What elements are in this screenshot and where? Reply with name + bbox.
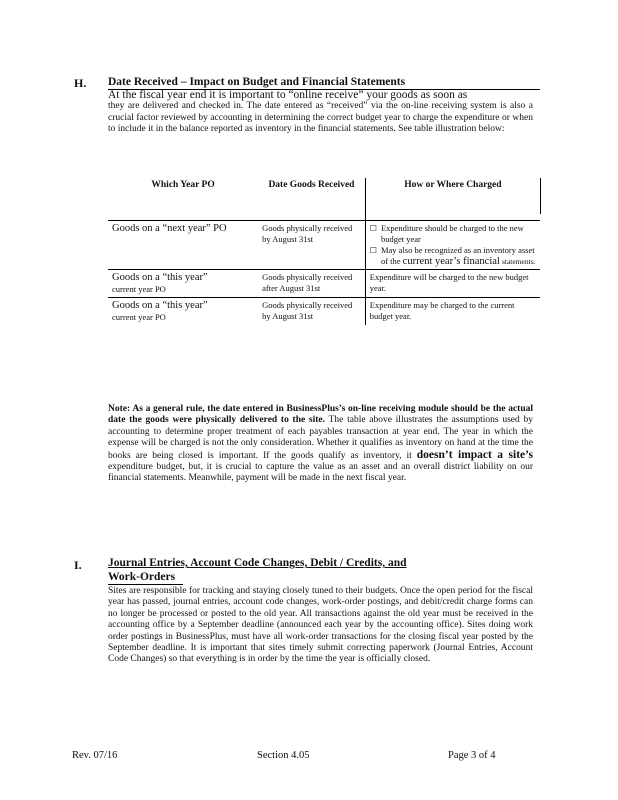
receiving-table	[108, 178, 540, 325]
section-h-intro-rest: they are delivered and checked in. The date entered as “received” via the on-line receiving system is also a crucial factor reviewed by accounting in determining the correct budget year to charge the expenditure or when to include it in the balance reported as inventory in the financial statements. See table illustration below:	[108, 101, 533, 135]
section-h-title	[108, 75, 540, 90]
footer-section: Section 4.05	[257, 750, 310, 761]
row2-received: Goods physically received after August 31st	[258, 270, 365, 298]
section-i-title	[108, 556, 533, 585]
row2-charged: Expenditure will be charged to the new budget year.	[365, 270, 540, 298]
row3-received: Goods physically received by August 31st	[258, 298, 365, 326]
section-i-title-line2: Work-Orders	[108, 570, 183, 585]
row3-po	[108, 298, 258, 326]
note-rest-1: The table above illustrates the assumptions used by accounting to determine proper treatment of each payables transaction at year end. The year in which the expense will be charged is not the only consideration. Whether it qualifies as inventory on hand at the time the books are being closed is important. If the goods qualify as inventory, it	[108, 415, 533, 461]
row1-received: Goods physically received by August 31st	[258, 221, 365, 270]
row1-bullet2-large: current year’s financial	[402, 256, 500, 267]
table-row	[108, 298, 540, 326]
checkbox-bullet-icon: ☐	[369, 246, 377, 255]
section-i-letter: I.	[74, 558, 82, 572]
row3-po-small: current year PO	[112, 312, 166, 322]
note-bold: Note: As a general rule, the date entered in BusinessPlus’s on-line receiving module should be the actual date the goods were physically delivered to the site.	[108, 404, 533, 426]
row1-bullet2-text	[381, 245, 536, 267]
row3-charged: Expenditure may be charged to the current budget year.	[365, 298, 540, 326]
section-h-note	[108, 404, 533, 485]
section-h-title-part1: Date Received	[108, 76, 178, 88]
table-header-charged: How or Where Charged	[404, 180, 502, 190]
row1-bullet1-text: Expenditure should be charged to the new budget year	[380, 223, 524, 244]
section-i-title-line1: Journal Entries, Account Code Changes, Debit / Credits, and	[108, 557, 407, 569]
row1-bullet2-end: statements.	[501, 257, 536, 266]
note-large: doesn’t impact a site’s	[416, 448, 534, 461]
table-header-received: Date Goods Received	[258, 178, 365, 221]
footer-page: Page 3 of 4	[448, 750, 496, 761]
row1-bullet1	[370, 223, 536, 245]
footer-rev: Rev. 07/16	[72, 750, 118, 761]
section-h-title-part2: – Impact on Budget and Financial Statements	[177, 76, 406, 88]
row3-po-large: Goods on a “this year”	[112, 300, 208, 311]
table-row	[108, 270, 540, 298]
section-h-letter: H.	[74, 76, 87, 90]
checkbox-bullet-icon: ☐	[369, 224, 377, 233]
note-rest-2: expenditure budget, but, it is crucial to capture the value as an asset and an overall district liability on our financial statements. Meanwhile, payment will be made in the next fiscal year.	[108, 462, 533, 484]
table-header-po: Which Year PO	[151, 180, 215, 190]
table-header-right-rule	[540, 178, 541, 214]
row2-po-small: current year PO	[112, 284, 166, 294]
row1-bullet2	[370, 245, 536, 267]
row1-po: Goods on a “next year” PO	[108, 221, 258, 270]
section-i-body: Sites are responsible for tracking and staying closely tuned to their budgets. Once the open period for the fiscal year has passed, journal entries, account code changes, work-order postings, and debit/credit charge forms can no longer be processed or posted to the old year. All transactions against the old year must be received in the accounting office by a September deadline (announced each year by the accounting office). Sites doing work order postings in BusinessPlus, must have all work-order transactions for the closing fiscal year posted by the September deadline. It is important that sites timely submit correcting paperwork (Journal Entries, Account Code Changes) so that everything is in order by the time the year is officially closed.	[108, 586, 533, 665]
section-h-intro	[108, 90, 533, 136]
row1-charged	[365, 221, 540, 270]
row2-po-large: Goods on a “this year”	[112, 272, 208, 283]
section-h-intro-large: At the fiscal year end it is important to “online receive” your goods as soon as	[108, 89, 468, 101]
row1-bullet2-small: May also be recognized as an inventory asset of the	[380, 245, 535, 266]
table-row	[108, 221, 540, 270]
row2-po	[108, 270, 258, 298]
